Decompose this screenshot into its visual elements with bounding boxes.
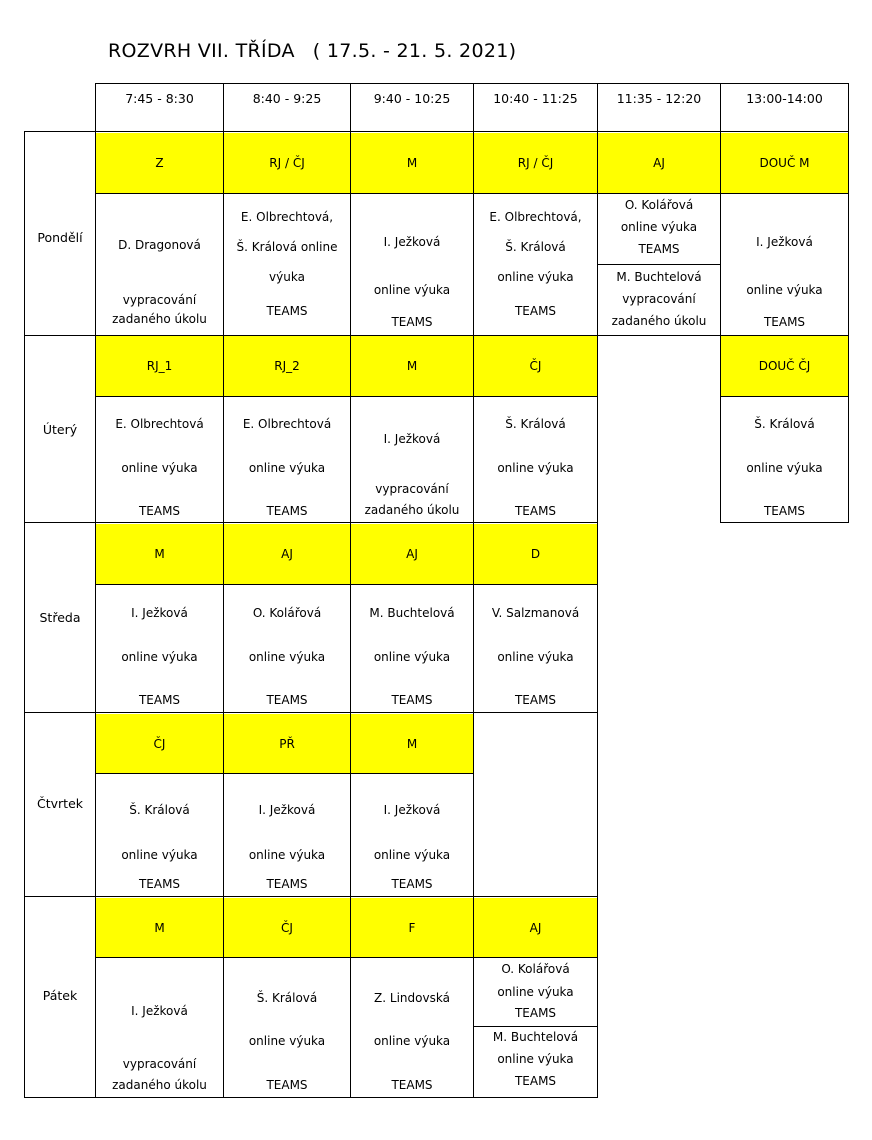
cell-note: online výuka xyxy=(121,848,198,862)
cell-note: TEAMS xyxy=(514,304,557,318)
subject-cell: RJ_2 xyxy=(224,336,350,396)
cell-note: TEAMS xyxy=(138,877,181,891)
teacher-name: D. Dragonová xyxy=(118,238,201,252)
teacher-name: I. Ježková xyxy=(383,432,441,446)
teacher-name: Š. Králová xyxy=(256,991,318,1005)
cell-note: TEAMS xyxy=(266,693,308,707)
cell-note: online výuka xyxy=(746,283,823,297)
time-header: 8:40 - 9:25 xyxy=(252,91,322,106)
cell-note: TEAMS xyxy=(266,504,308,518)
time-header: 11:35 - 12:20 xyxy=(616,91,702,106)
cell-note: zadaného úkolu xyxy=(112,1078,207,1092)
cell-note: TEAMS xyxy=(266,304,308,318)
subject-cell: ČJ xyxy=(224,898,350,957)
subject-cell: DOUČ M xyxy=(721,133,848,193)
subject-cell: ČJ xyxy=(474,336,597,396)
cell-note: TEAMS xyxy=(514,1074,557,1088)
day-label: Středa xyxy=(39,610,81,625)
cell-note: vypracování xyxy=(622,292,696,306)
time-header: 10:40 - 11:25 xyxy=(493,91,578,106)
teacher-name: M. Buchtelová xyxy=(369,606,455,620)
teacher-name: V. Salzmanová xyxy=(491,606,580,620)
cell-note: TEAMS xyxy=(266,1078,308,1092)
cell-note: výuka xyxy=(269,270,305,284)
day-label: Pondělí xyxy=(37,230,83,245)
cell-note: online výuka xyxy=(248,1034,326,1048)
cell-note: vypracování xyxy=(122,293,197,307)
subject-cell: DOUČ ČJ xyxy=(721,336,848,396)
cell-note: online výuka xyxy=(373,650,451,664)
cell-note: online výuka xyxy=(497,270,574,284)
subject-cell: M xyxy=(96,524,223,584)
cell-note: online výuka xyxy=(497,461,574,475)
teacher-name: E. Olbrechtová xyxy=(242,417,332,431)
cell-note: zadaného úkolu xyxy=(364,503,460,517)
subject-cell: M xyxy=(351,336,473,396)
cell-note: TEAMS xyxy=(391,315,433,329)
time-header: 7:45 - 8:30 xyxy=(125,91,194,106)
cell-note: TEAMS xyxy=(514,1006,557,1020)
cell-note: online výuka xyxy=(620,220,698,234)
teacher-name: Z. Lindovská xyxy=(374,991,450,1005)
cell-note: online výuka xyxy=(497,985,574,999)
teacher-name: Š. Králová xyxy=(129,803,190,817)
teacher-name: I. Ježková xyxy=(131,606,188,620)
subject-cell: AJ xyxy=(474,898,597,957)
subject-cell: ČJ xyxy=(96,714,223,773)
teacher-name: O. Kolářová xyxy=(624,198,694,212)
teacher-name: E. Olbrechtová, xyxy=(240,210,334,224)
cell-note: TEAMS xyxy=(266,877,308,891)
cell-note: online výuka xyxy=(248,461,326,475)
time-header: 13:00-14:00 xyxy=(746,91,823,106)
subject-cell: RJ_1 xyxy=(96,336,223,396)
cell-note: TEAMS xyxy=(138,693,181,707)
cell-note: zadaného úkolu xyxy=(112,312,207,326)
cell-note: TEAMS xyxy=(763,315,806,329)
cell-note: TEAMS xyxy=(138,504,181,518)
cell-note: TEAMS xyxy=(391,877,433,891)
subject-cell: M xyxy=(351,714,473,773)
subject-cell: M xyxy=(351,133,473,193)
teacher-name: Š. Králová xyxy=(754,417,815,431)
teacher-name: M. Buchtelová xyxy=(616,270,702,284)
subject-cell: RJ / ČJ xyxy=(474,133,597,193)
cell-note: TEAMS xyxy=(391,1078,433,1092)
subject-cell: AJ xyxy=(224,524,350,584)
teacher-name: Š. Králová xyxy=(505,240,566,254)
teacher-name: I. Ježková xyxy=(756,235,813,249)
subject-cell: AJ xyxy=(351,524,473,584)
cell-note: online výuka xyxy=(373,283,451,297)
cell-note: online výuka xyxy=(497,650,574,664)
subject-cell: F xyxy=(351,898,473,957)
teacher-name: I. Ježková xyxy=(258,803,316,817)
cell-note: TEAMS xyxy=(514,504,557,518)
cell-note: TEAMS xyxy=(763,504,806,518)
day-label: Úterý xyxy=(42,422,78,437)
subject-cell: RJ / ČJ xyxy=(224,133,350,193)
cell-note: online výuka xyxy=(746,461,823,475)
page-title xyxy=(108,40,516,62)
cell-note: TEAMS xyxy=(514,693,557,707)
day-label: Pátek xyxy=(42,988,78,1003)
teacher-name: E. Olbrechtová xyxy=(115,417,204,431)
cell-note: online výuka xyxy=(121,650,198,664)
teacher-name: M. Buchtelová xyxy=(492,1030,579,1044)
subject-cell: PŘ xyxy=(224,714,350,773)
cell-note: online výuka xyxy=(248,848,326,862)
day-label: Čtvrtek xyxy=(37,796,83,811)
cell-note: vypracování xyxy=(122,1057,197,1071)
teacher-name: I. Ježková xyxy=(131,1004,188,1018)
cell-note: online výuka xyxy=(373,1034,451,1048)
teacher-name: O. Kolářová xyxy=(252,606,322,620)
cell-note: TEAMS xyxy=(638,242,680,256)
cell-note: online výuka xyxy=(121,461,198,475)
cell-note: online výuka xyxy=(248,650,326,664)
time-header: 9:40 - 10:25 xyxy=(373,91,451,106)
title-main: ROZVRH VII. TŘÍDA xyxy=(108,40,295,62)
teacher-name: I. Ježková xyxy=(383,803,441,817)
cell-note: zadaného úkolu xyxy=(611,314,707,328)
teacher-name: E. Olbrechtová, xyxy=(489,210,582,224)
teacher-name: Š. Králová xyxy=(505,417,566,431)
teacher-name: Š. Králová online xyxy=(236,240,338,254)
subject-cell: Z xyxy=(96,133,223,193)
subject-cell: AJ xyxy=(598,133,720,193)
cell-note: TEAMS xyxy=(391,693,433,707)
subject-cell: D xyxy=(474,524,597,584)
cell-note: online výuka xyxy=(373,848,451,862)
title-dates: ( 17.5. - 21. 5. 2021) xyxy=(312,40,517,62)
cell-note: online výuka xyxy=(497,1052,574,1066)
teacher-name: I. Ježková xyxy=(383,235,441,249)
teacher-name: O. Kolářová xyxy=(501,962,570,976)
subject-cell: M xyxy=(96,898,223,957)
cell-note: vypracování xyxy=(375,482,449,496)
